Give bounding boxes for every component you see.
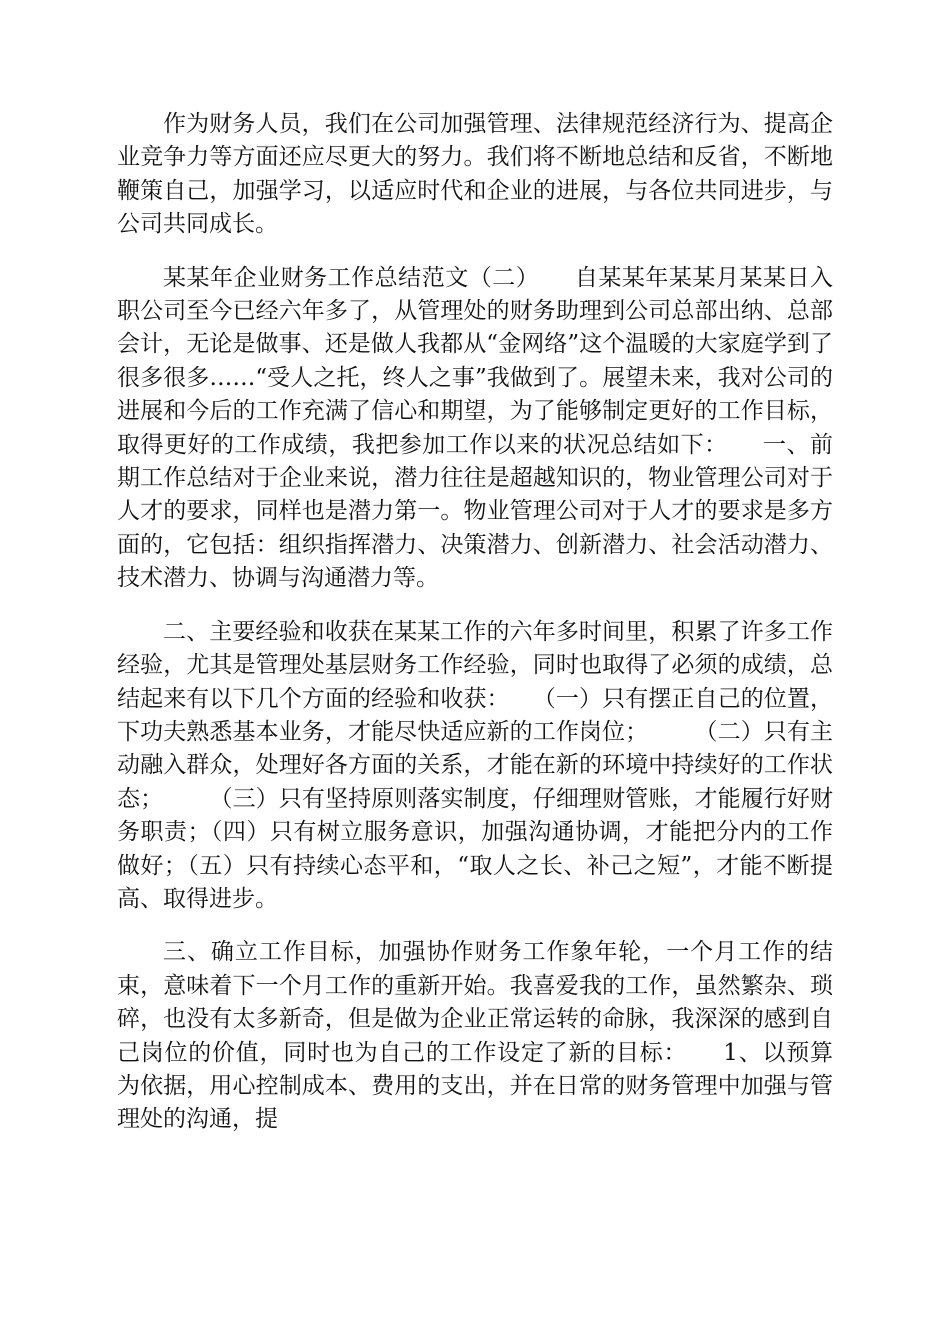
paragraph-work-goals: 三、确立工作目标，加强协作财务工作象年轮，一个月工作的结束，意味着下一个月工作的重新开始。我喜爱我的工作，虽然繁杂、琐碎，也没有太多新奇，但是做为企业正常运转的命脉，我深深的感到自己岗位的价值，同时也为自己的工作设定了新的目标： 1、以预算为依据，用心控制成本、费用的支出，并在日常的财务管理中加强与管理处的沟通，提: [117, 939, 833, 1133]
paragraph-summary-intro: 某某年企业财务工作总结范文（二） 自某某年某某月某某日入职公司至今已经六年多了，从管理处的财务助理到公司总部出纳、总部会计，无论是做事、还是做人我都从“金网络”这个温暖的大家庭学到了很多很多……“受人之托，终人之事”我做到了。展望未来，我对公司的进展和今后的工作充满了信心和期望，为了能够制定更好的工作目标，取得更好的工作成绩，我把参加工作以来的状况总结如下： 一、前期工作总结对于企业来说，潜力往往是超越知识的，物业管理公司对于人才的要求，同样也是潜力第一。物业管理公司对于人才的要求是多方面的，它包括：组织指挥潜力、决策潜力、创新潜力、社会活动潜力、技术潜力、协调与沟通潜力等。: [117, 264, 833, 592]
paragraph-experience-gains: 二、主要经验和收获在某某工作的六年多时间里，积累了许多工作经验，尤其是管理处基层财务工作经验，同时也取得了必须的成绩，总结起来有以下几个方面的经验和收获： （一）只有摆正自己的位置，下功夫熟悉基本业务，才能尽快适应新的工作岗位； （二）只有主动融入群众，处理好各方面的关系，才能在新的环境中持续好的工作状态； （三）只有坚持原则落实制度，仔细理财管账，才能履行好财务职责；（四）只有树立服务意识，加强沟通协调，才能把分内的工作做好；（五）只有持续心态平和，“取人之长、补己之短”，才能不断提高、取得进步。: [117, 618, 833, 912]
paragraph-closing-remarks: 作为财务人员，我们在公司加强管理、法律规范经济行为、提高企业竞争力等方面还应尽更大的努力。我们将不断地总结和反省，不断地鞭策自己，加强学习，以适应时代和企业的进展，与各位共同进步，与公司共同成长。: [117, 111, 833, 238]
document-page: [117, 108, 833, 1157]
